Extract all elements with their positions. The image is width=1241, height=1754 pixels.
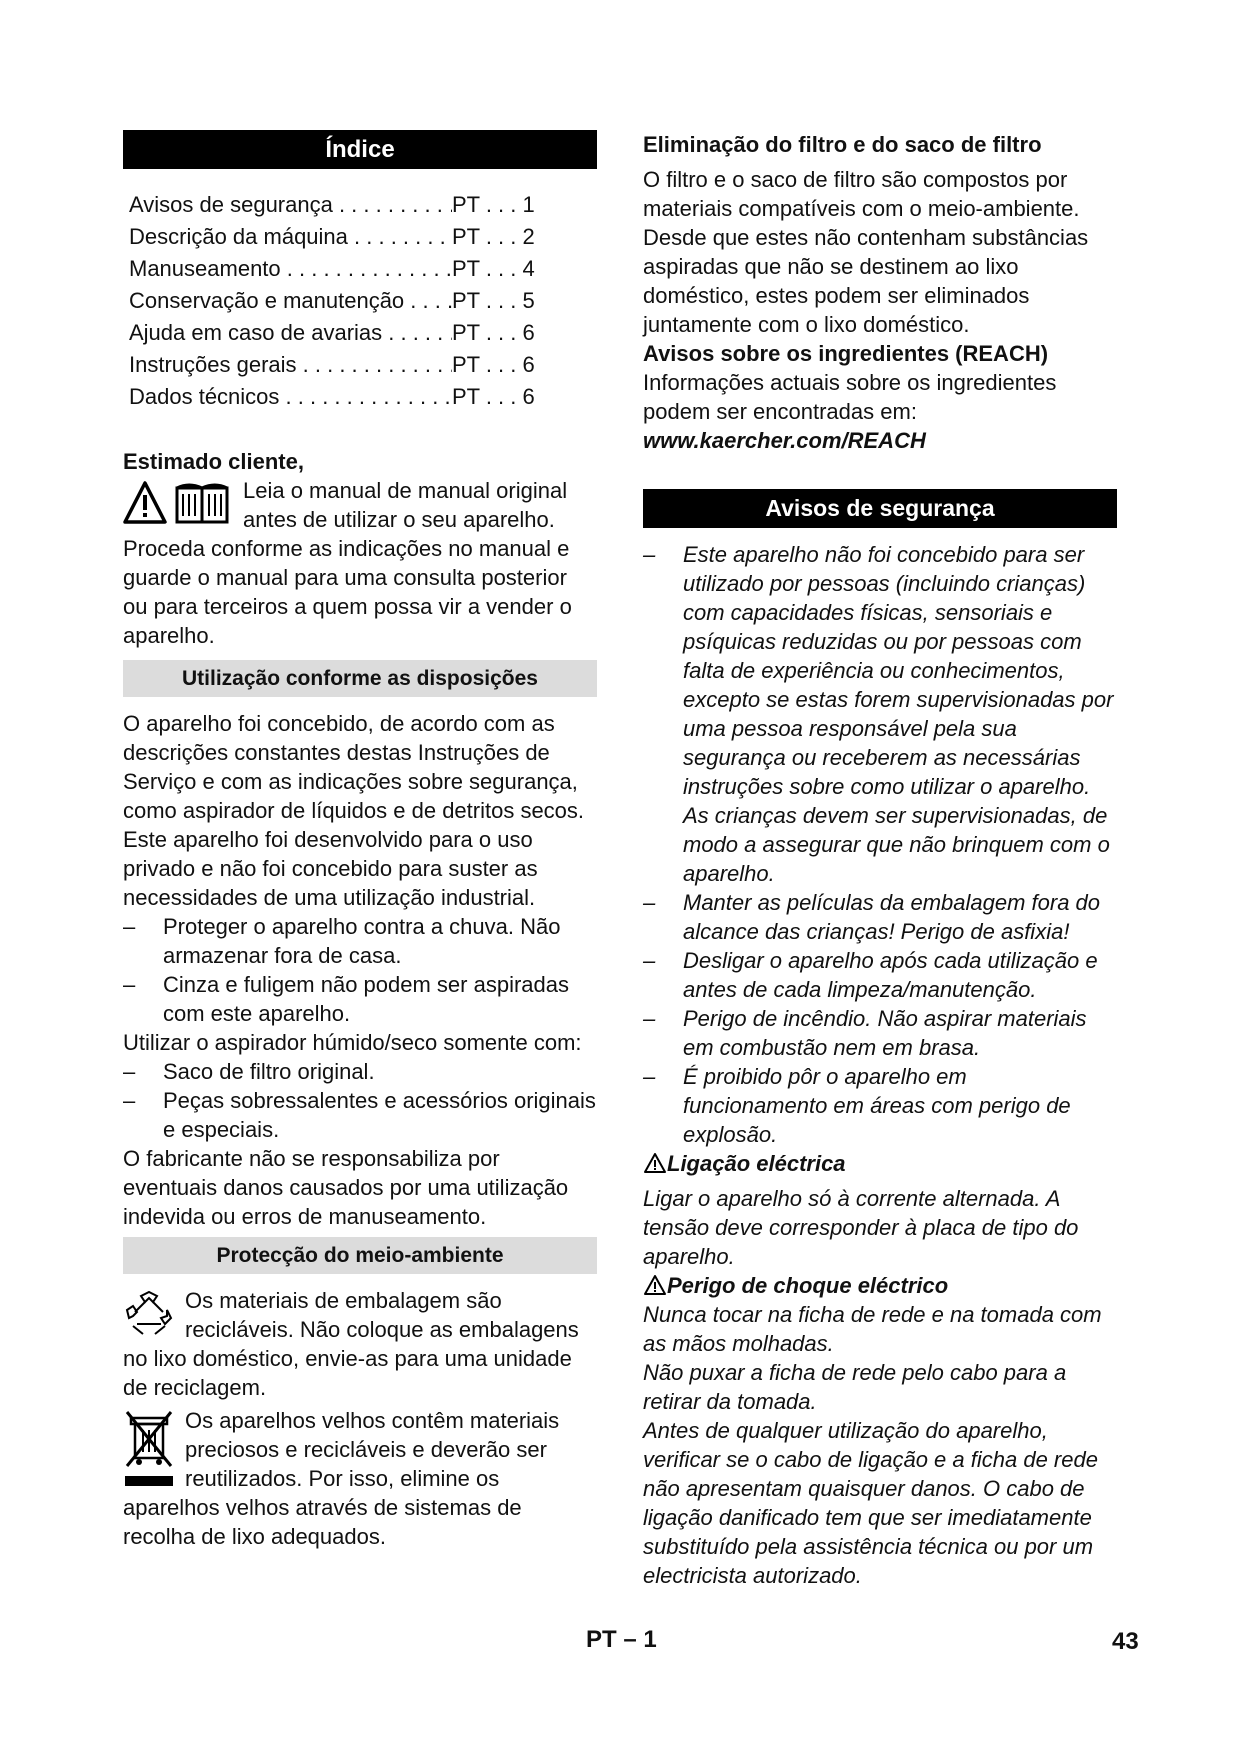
intended-use-title: Utilização conforme as disposições	[123, 660, 597, 697]
list-item-text: Este aparelho não foi concebido para ser utilizado por pessoas (incluindo crianças) com capacidades físicas, sensoriais e psíquicas reduzidas ou por pessoas com falta de experiência ou conhecimentos, excepto se estas forem supervisionadas por uma pessoa responsável pela sua segurança ou receberem as necessárias instruções sobre como utilizar o aparelho. As crianças devem ser supervisionadas, de modo a assegurar que não brinquem com o aparelho.	[683, 542, 1114, 886]
intended-use-p2: Este aparelho foi desenvolvido para o uso privado e não foi concebido para suster as necessidades de uma utilização industrial.	[123, 827, 538, 910]
table-of-contents	[123, 189, 597, 413]
list-item: – Cinza e fuligem não podem ser aspiradas com este aparelho.	[123, 972, 570, 1026]
greeting-section	[123, 476, 597, 650]
list-item: – Peças sobressalentes e acessórios originais e especiais.	[123, 1088, 596, 1142]
list-item: – Saco de filtro original.	[123, 1059, 375, 1084]
list-item: – Perigo de incêndio. Não aspirar materiais em combustão nem em brasa.	[643, 1006, 1087, 1060]
list-item-text: É proibido pôr o aparelho em funcionamento em áreas com perigo de explosão.	[683, 1064, 1071, 1147]
warning-triangle-icon	[643, 1152, 667, 1174]
toc-entry-title: Avisos de segurança . . .	[129, 189, 452, 221]
safety-title: Avisos de segurança	[643, 489, 1117, 528]
crossed-bin-icon	[123, 1410, 175, 1490]
toc-entry-page: PT . . . 5	[452, 288, 535, 313]
list-item: – Proteger o aparelho contra a chuva. Não armazenar fora de casa.	[123, 914, 561, 968]
right-column	[643, 130, 1117, 1590]
electric-shock-text: Não puxar a ficha de rede pelo cabo para a retirar da tomada.	[643, 1360, 1067, 1414]
list-item: – Este aparelho não foi concebido para ser utilizado por pessoas (incluindo crianças) com capacidades físicas, sensoriais e psíquicas reduzidas ou por pessoas com falta de experiência ou conhecimentos, excepto se estas forem supervisionadas por uma pessoa responsável pela sua segurança ou receberem as necessárias instruções sobre como utilizar o aparelho. As crianças devem ser supervisionadas, de modo a assegurar que não brinquem com o aparelho.	[643, 542, 1114, 886]
list-item: – Desligar o aparelho após cada utilização e antes de cada limpeza/manutenção.	[643, 948, 1098, 1002]
list-item-text: Saco de filtro original.	[163, 1059, 375, 1084]
recycle-icon	[123, 1290, 175, 1336]
environment-section	[123, 1286, 597, 1551]
toc-entry-page: PT . . . 6	[452, 352, 535, 377]
left-column	[123, 130, 597, 1551]
greeting-heading: Estimado cliente,	[123, 449, 304, 474]
electric-shock-heading	[643, 1271, 1117, 1300]
electric-shock-heading-text: Perigo de choque eléctrico	[667, 1273, 949, 1298]
toc-entry[interactable]	[129, 189, 597, 221]
toc-entry-page: PT . . . 6	[452, 320, 535, 345]
toc-entry[interactable]	[129, 381, 597, 413]
reach-heading: Avisos sobre os ingredientes (REACH)	[643, 341, 1049, 366]
toc-entry-title: Instruções gerais . . .	[129, 349, 452, 381]
list-item-text: Cinza e fuligem não podem ser aspiradas com este aparelho.	[163, 972, 570, 1026]
reach-text: Informações actuais sobre os ingredientes podem ser encontradas em:	[643, 370, 1057, 424]
toc-entry[interactable]	[129, 285, 597, 317]
safety-list	[643, 540, 1117, 1149]
electric-connection-text: Ligar o aparelho só à corrente alternada. A tensão deve corresponder à placa de tipo do aparelho.	[643, 1186, 1079, 1269]
toc-entry-title: Manuseamento . . .	[129, 253, 452, 285]
toc-entry-page: PT . . . 1	[452, 192, 535, 217]
list-item-text: Desligar o aparelho após cada utilização e antes de cada limpeza/manutenção.	[683, 948, 1098, 1002]
toc-entry[interactable]	[129, 253, 597, 285]
page-number: 43	[1112, 1628, 1139, 1655]
list-item-text: Perigo de incêndio. Não aspirar materiais em combustão nem em brasa.	[683, 1006, 1087, 1060]
list-item: – É proibido pôr o aparelho em funcionamento em áreas com perigo de explosão.	[643, 1064, 1071, 1147]
environment-p2: Os aparelhos velhos contêm materiais preciosos e recicláveis e deverão ser reutilizados. Por isso, elimine os aparelhos velhos através de sistemas de recolha de lixo adequados.	[123, 1408, 560, 1549]
intended-use-p3: Utilizar o aspirador húmido/seco somente com:	[123, 1030, 582, 1055]
filter-disposal-heading: Eliminação do filtro e do saco de filtro	[643, 132, 1042, 157]
toc-entry[interactable]	[129, 221, 597, 253]
footer-section-label: PT – 1	[586, 1626, 657, 1653]
toc-entry-title: Descrição da máquina . . .	[129, 221, 452, 253]
toc-entry-page: PT . . . 4	[452, 256, 535, 281]
toc-entry-title: Conservação e manutenção . . .	[129, 285, 452, 317]
environment-p1: Os materiais de embalagem são recicláveis. Não coloque as embalagens no lixo doméstico, envie-as para uma unidade de reciclagem.	[123, 1288, 579, 1400]
reach-link[interactable]: www.kaercher.com/REACH	[643, 428, 926, 453]
manual-book-icon	[177, 485, 227, 522]
intended-use-p4: O fabricante não se responsabiliza por eventuais danos causados por uma utilização indevida ou erros de manuseamento.	[123, 1146, 569, 1229]
toc-entry-page: PT . . . 2	[452, 224, 535, 249]
intended-use-p1: O aparelho foi concebido, de acordo com as descrições constantes destas Instruções de Serviço e com as indicações sobre segurança, como aspirador de líquidos e de detritos secos.	[123, 711, 585, 823]
electric-shock-text: Nunca tocar na ficha de rede e na tomada com as mãos molhadas.	[643, 1302, 1102, 1356]
filter-disposal-text: O filtro e o saco de filtro são compostos por materiais compatíveis com o meio-ambiente. Desde que estes não contenham substâncias aspiradas que não se destinem ao lixo doméstico, estes podem ser eliminados juntamente com o lixo doméstico.	[643, 167, 1089, 337]
electric-connection-heading-text: Ligação eléctrica	[667, 1151, 846, 1176]
list-item-text: Proteger o aparelho contra a chuva. Não armazenar fora de casa.	[163, 914, 561, 968]
greeting-text-icon: Leia o manual de manual original antes de utilizar o seu aparelho.	[243, 478, 568, 532]
environment-title: Protecção do meio-ambiente	[123, 1237, 597, 1274]
index-title: Índice	[123, 130, 597, 169]
warning-manual-icons	[123, 480, 233, 526]
warning-triangle-icon	[643, 1274, 667, 1296]
toc-entry-title: Dados técnicos . . .	[129, 381, 452, 413]
list-item-text: Peças sobressalentes e acessórios originais e especiais.	[163, 1088, 596, 1142]
electric-shock-text: Antes de qualquer utilização do aparelho, verificar se o cabo de ligação e a ficha de rede não apresentam quaisquer danos. O cabo de ligação danificado tem que ser imediatamente substituído pela assistência técnica ou por um electricista autorizado.	[643, 1418, 1098, 1588]
list-item-text: Manter as películas da embalagem fora do alcance das crianças! Perigo de asfixia!	[683, 890, 1101, 944]
greeting-text: Proceda conforme as indicações no manual e guarde o manual para uma consulta posterior ou para terceiros a quem possa vir a vender o aparelho.	[123, 536, 572, 648]
toc-entry[interactable]	[129, 317, 597, 349]
list-item: – Manter as películas da embalagem fora do alcance das crianças! Perigo de asfixia!	[643, 890, 1101, 944]
toc-entry[interactable]	[129, 349, 597, 381]
warning-triangle-icon	[123, 480, 233, 526]
toc-entry-title: Ajuda em caso de avarias . . .	[129, 317, 452, 349]
toc-entry-page: PT . . . 6	[452, 384, 535, 409]
electric-connection-heading	[643, 1149, 1117, 1178]
